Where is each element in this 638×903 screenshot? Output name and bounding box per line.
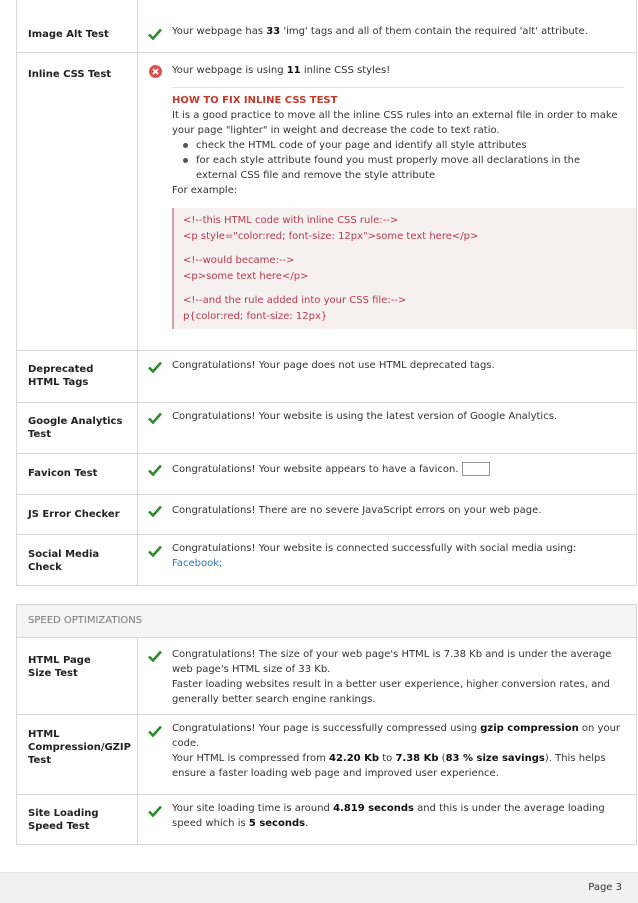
speed-optimizations-table	[16, 604, 637, 845]
row-result: Congratulations! Your website appears to have a favicon.	[172, 454, 636, 494]
row-image-alt-test	[17, 0, 636, 52]
row-label: Deprecated HTML Tags	[17, 351, 138, 402]
row-label: HTML Page Size Test	[17, 638, 138, 714]
fix-instructions	[172, 87, 624, 329]
row-label: JS Error Checker	[17, 495, 138, 534]
checkmark-icon	[148, 650, 162, 662]
fix-steps-list	[172, 138, 624, 183]
row-label: Google Analytics Test	[17, 403, 138, 453]
checkmark-icon	[148, 412, 162, 424]
row-result: Congratulations! The size of your web page's HTML is 7.38 Kb and is under the average web page's HTML size of 33 Kb. Faster loading websites result in a better user experience, higher conversion rates, and generally better search engine rankings.	[172, 649, 612, 705]
list-item: for each style attribute found you must properly move all declarations in the external CSS file and remove the style attribute	[196, 153, 624, 183]
checkmark-icon	[148, 725, 162, 737]
row-html-compression-gzip-test	[17, 714, 636, 794]
row-result: Your site loading time is around 4.819 seconds and this is under the average loading speed which is 5 seconds.	[172, 803, 605, 829]
row-label: Site Loading Speed Test	[17, 795, 138, 844]
list-item: check the HTML code of your page and identify all style attributes	[196, 138, 624, 153]
row-result: Congratulations! Your page does not use HTML deprecated tags.	[172, 360, 495, 371]
error-icon	[149, 65, 162, 78]
row-result: Your webpage has 33 'img' tags and all of them contain the required 'alt' attribute.	[172, 26, 588, 37]
favicon-preview	[462, 462, 490, 476]
row-label: Inline CSS Test	[17, 53, 138, 350]
checkmark-icon	[148, 28, 162, 40]
row-label: Social Media Check	[17, 535, 138, 585]
section-title: SPEED OPTIMIZATIONS	[17, 605, 636, 638]
fix-text: It is a good practice to move all the inline CSS rules into an external file in order to make your page "lighter" in weight and decrease the code to text ratio.	[172, 110, 618, 136]
row-google-analytics-test	[17, 402, 636, 453]
checkmark-icon	[148, 545, 162, 557]
page-number: Page 3	[588, 882, 622, 893]
row-label: Image Alt Test	[17, 0, 138, 52]
code-example: <!--this HTML code with inline CSS rule:--> <p style="color:red; font-size: 12px">some text here</p> <!--would became:--> <p>some text here</p> <!--and the rule added into your CSS file:--> p{color:red; font-size: 12px}	[172, 208, 636, 329]
row-deprecated-html-tags	[17, 350, 636, 402]
checkmark-icon	[148, 805, 162, 817]
checkmark-icon	[148, 464, 162, 476]
example-label: For example:	[172, 185, 238, 196]
row-result: Congratulations! Your page is successfully compressed using gzip compression on your code. Your HTML is compressed from 42.20 Kb to 7.38 Kb (83 % size savings). This helps ensure a faster loading web page and improved user experience.	[172, 723, 621, 779]
row-result: Congratulations! Your website is connected successfully with social media using: Facebook;	[172, 543, 577, 569]
row-site-loading-speed-test	[17, 794, 636, 844]
checkmark-icon	[148, 505, 162, 517]
row-js-error-checker	[17, 494, 636, 534]
row-label: HTML Compression/GZIP Test	[17, 715, 138, 794]
row-label: Favicon Test	[17, 454, 138, 494]
row-favicon-test	[17, 453, 636, 494]
row-social-media-check	[17, 534, 636, 585]
checkmark-icon	[148, 361, 162, 373]
row-result: Congratulations! There are no severe JavaScript errors on your web page.	[172, 505, 542, 516]
fix-title: HOW TO FIX INLINE CSS TEST	[172, 95, 338, 106]
row-result: Your webpage is using 11 inline CSS styles! HOW TO FIX INLINE CSS TEST It is a good practice to move all the inline CSS rules into an external file in order to make your page "lighter" in weight and decrease the code to text ratio. check the HTML code of your page and identify all style attributes for each style attribute found you must properly move all declarations in the external CSS file and remove the style attribute For example: <!--this HTML code with inline CSS rule:--> <p style="color:red; font-size: 12px">some text here</p> <!--would became:--> <p>some text here</p> <!--and the rule added into your CSS file:--> p{color:red; font-size: 12px}	[172, 53, 636, 350]
facebook-link[interactable]: Facebook;	[172, 558, 223, 569]
row-result: Congratulations! Your website is using the latest version of Google Analytics.	[172, 411, 558, 422]
row-html-page-size-test	[17, 638, 636, 714]
row-inline-css-test	[17, 52, 636, 350]
page-footer	[0, 872, 638, 903]
seo-results-table	[16, 0, 637, 586]
